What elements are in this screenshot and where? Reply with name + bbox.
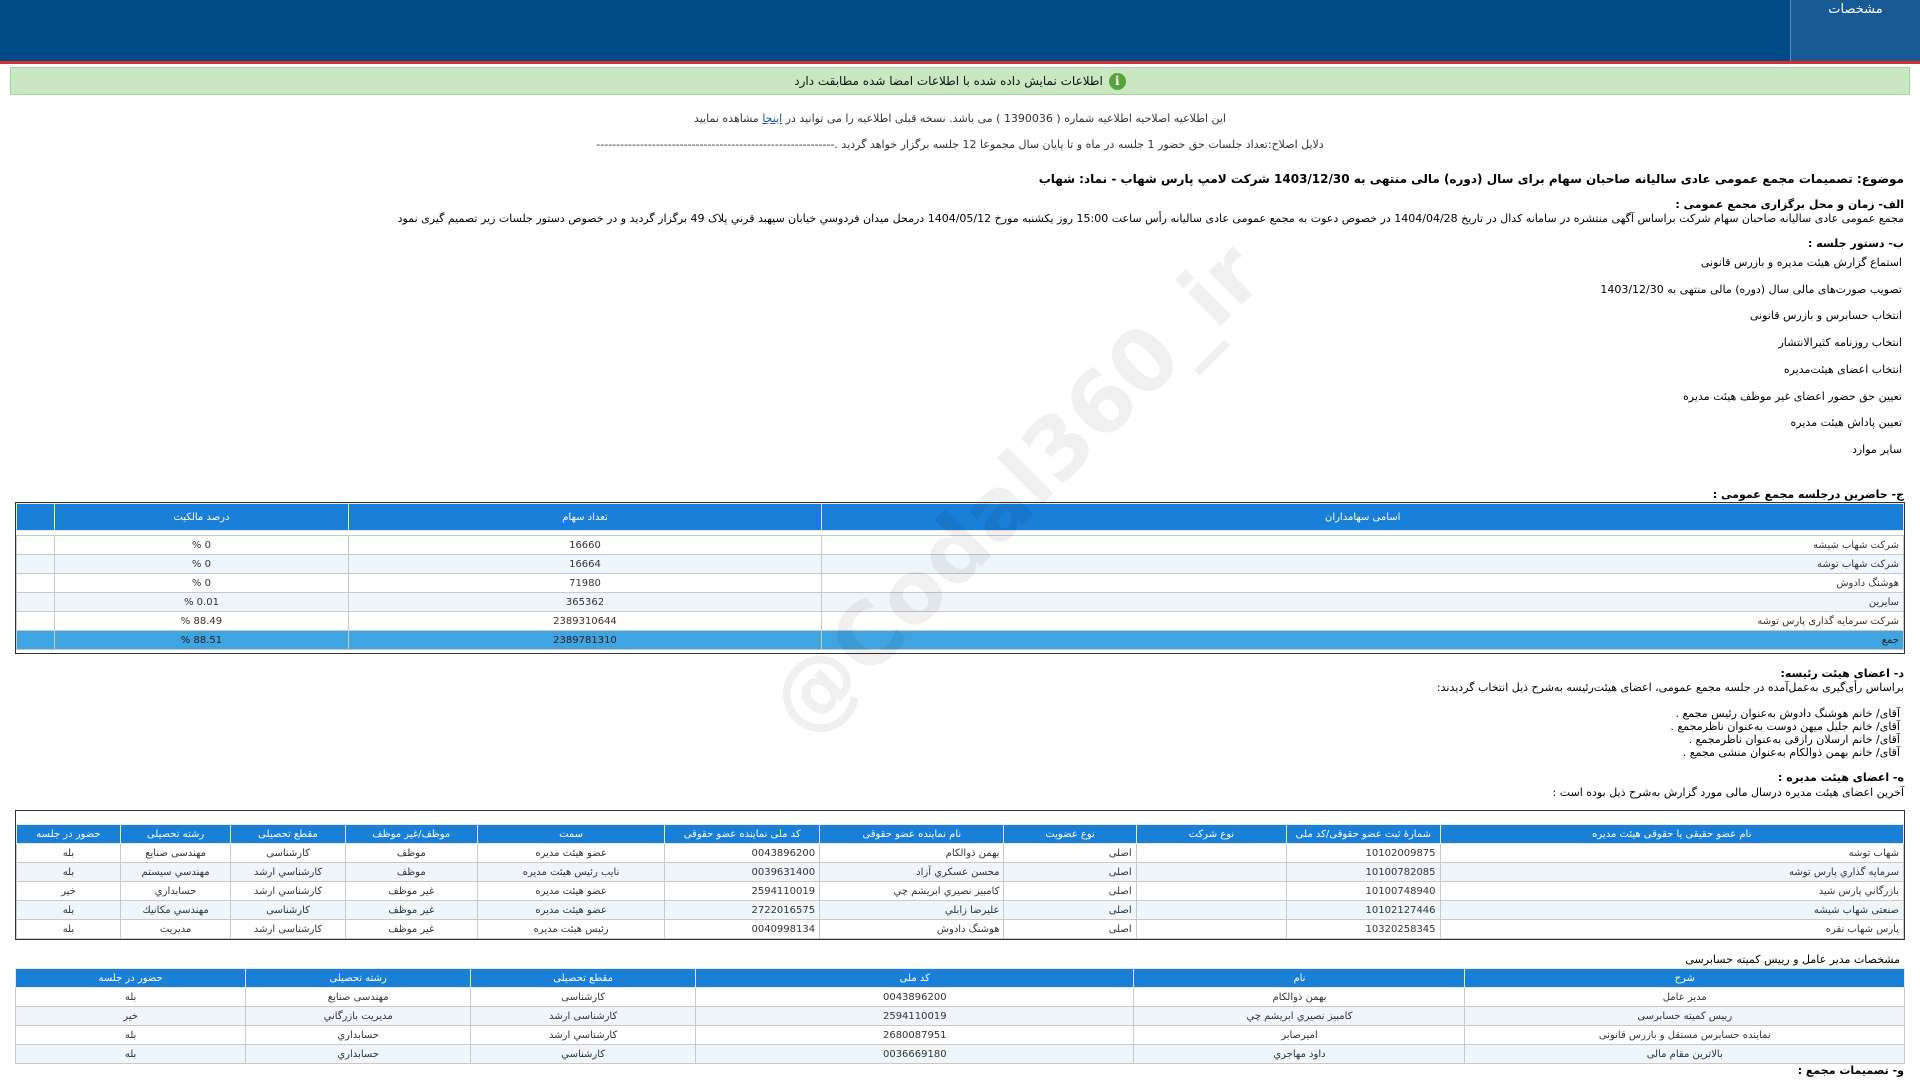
col-header: کد ملی xyxy=(696,969,1134,988)
presidium-line: آقای/ خانم هوشنگ دادوش به‌عنوان رئیس مجمع . xyxy=(1675,707,1900,720)
education-field: مديريت بازرگاني xyxy=(246,1007,471,1026)
tab-specifications[interactable]: مشخصات xyxy=(1790,0,1920,61)
company-type xyxy=(1136,901,1287,920)
presidium-line: آقای/ خانم جلیل میهن دوست به‌عنوان ناظرمجمع . xyxy=(1670,720,1900,733)
table-row xyxy=(17,574,1904,593)
position: عضو هیئت مدیره xyxy=(477,844,664,863)
col-header-blank xyxy=(17,504,55,531)
position: نايب رئيس هيئت مديره xyxy=(477,863,664,882)
representative-id: 0040998134 xyxy=(665,920,820,939)
national-id: 2680087951 xyxy=(696,1026,1134,1045)
attendance: بله xyxy=(17,844,121,863)
shareholders-table xyxy=(15,502,1905,654)
ownership-percent: 0 % xyxy=(55,574,348,593)
representative-name: محسن عسكري آزاد xyxy=(820,863,1004,882)
ownership-percent: 0.01 % xyxy=(55,593,348,612)
watermark-text: @Codal360_ir xyxy=(750,224,1282,756)
col-header-shareholder-names: اسامی سهامداران xyxy=(822,504,1904,531)
total-row xyxy=(17,631,1904,650)
col-header: مقطع تحصیلی xyxy=(231,825,345,844)
education-field: مهندسي مكانيك xyxy=(120,901,231,920)
person-name: داود مهاجري xyxy=(1134,1045,1465,1064)
representative-id: 0039631400 xyxy=(665,863,820,882)
education-level: کارشناسی xyxy=(231,901,345,920)
member-name: سرمايه گذاري پارس توشه xyxy=(1440,863,1903,882)
agenda-item: تعیین پاداش هیئت مدیره xyxy=(1790,416,1902,429)
correction-notice xyxy=(0,112,1920,125)
agenda-item: سایر موارد xyxy=(1851,443,1902,456)
education-level: کارشناسی ارشد xyxy=(231,920,345,939)
section-e-intro: آخرین اعضای هیئت مدیره درسال مالی مورد گزارش به‌شرح ذیل بوده است : xyxy=(1552,786,1904,799)
subject-title: موضوع: تصمیمات مجمع عمومی عادی سالیانه صاحبان سهام برای سال (دوره) مالی منتهی به 1403/12/30 شرکت لامپ پارس شهاب - نماد: شهاب xyxy=(1038,172,1904,186)
representative-name: بهمن ذوالکام xyxy=(820,844,1004,863)
duty-status: غیر موظف xyxy=(345,920,477,939)
education-field: مهندسی صنایع xyxy=(120,844,231,863)
national-id: 0036669180 xyxy=(696,1045,1134,1064)
section-d-title: د- اعضای هیئت رئیسه: xyxy=(1780,667,1904,680)
col-header: موظف/غیر موظف xyxy=(345,825,477,844)
membership-type: اصلی xyxy=(1004,863,1136,882)
attendance: بله xyxy=(17,920,121,939)
duty-status: موظف xyxy=(345,863,477,882)
education-field: حسابداري xyxy=(246,1045,471,1064)
shareholder-name: شرکت سرمایه گذاری پارس توشه xyxy=(822,612,1904,631)
section-c-title: ج- حاضرین درجلسه مجمع عمومی : xyxy=(1712,488,1904,501)
table-row xyxy=(17,844,1904,863)
person-name: اميرصابر xyxy=(1134,1026,1465,1045)
table-row xyxy=(16,1045,1905,1064)
member-name: شهاب توشه xyxy=(1440,844,1903,863)
registration-id: 10100782085 xyxy=(1287,863,1440,882)
membership-type: اصلی xyxy=(1004,901,1136,920)
ownership-percent: 0 % xyxy=(55,536,348,555)
table-row xyxy=(16,1026,1905,1045)
agenda-item: انتخاب روزنامه کثیرالانتشار xyxy=(1778,336,1902,349)
representative-name: عليرضا زابلي xyxy=(820,901,1004,920)
total-label: جمع xyxy=(822,631,1904,650)
shareholder-name: سایرین xyxy=(822,593,1904,612)
col-header: سمت xyxy=(477,825,664,844)
col-header: نوع شرکت xyxy=(1136,825,1287,844)
company-type xyxy=(1136,863,1287,882)
national-id: 2594110019 xyxy=(696,1007,1134,1026)
correction-text-suffix: مشاهده نمایید xyxy=(693,112,759,125)
table-row xyxy=(17,920,1904,939)
role: رییس کمیته حسابرسی xyxy=(1465,1007,1905,1026)
section-b-title: ب- دستور جلسه : xyxy=(1808,237,1904,250)
table-row xyxy=(16,1007,1905,1026)
company-type xyxy=(1136,882,1287,901)
representative-id: 2594110019 xyxy=(665,882,820,901)
registration-id: 10102009875 xyxy=(1287,844,1440,863)
board-members-table xyxy=(15,810,1905,940)
share-count: 16660 xyxy=(348,536,822,555)
national-id: 0043896200 xyxy=(696,988,1134,1007)
table-row xyxy=(17,882,1904,901)
section-f-title: و- تصمیمات مجمع : xyxy=(1797,1064,1904,1077)
membership-type: اصلی xyxy=(1004,920,1136,939)
agenda-item: تعیین حق حضور اعضای غیر موظف هیئت مدیره xyxy=(1683,390,1902,403)
presidium-line: آقای/ خانم بهمن ذوالکام به‌عنوان منشی مجمع . xyxy=(1682,746,1900,759)
col-header-ownership-percent: درصد مالکیت xyxy=(55,504,348,531)
education-field: مدیریت xyxy=(120,920,231,939)
total-ownership-percent: 88.51 % xyxy=(55,631,348,650)
agenda-item: انتخاب اعضای هیئت‌مدیره xyxy=(1783,363,1902,376)
representative-name: هوشنگ دادوش xyxy=(820,920,1004,939)
representative-id: 0043896200 xyxy=(665,844,820,863)
col-header: رشته تحصیلی xyxy=(120,825,231,844)
attendance: خير xyxy=(17,882,121,901)
shareholder-name: شرکت شهاب توشه xyxy=(822,555,1904,574)
table-row xyxy=(17,612,1904,631)
share-count: 71980 xyxy=(348,574,822,593)
correction-text: این اطلاعیه اصلاحیه اطلاعیه شماره ( 1390036 ) می باشد. نسخه قبلی اطلاعیه را می توانید در xyxy=(785,112,1226,125)
col-header: رشته تحصیلی xyxy=(246,969,471,988)
col-header: شرح xyxy=(1465,969,1905,988)
agenda-item: تصویب صورت‌های مالی سال (دوره) مالی منتهی به 1403/12/30 xyxy=(1600,283,1902,296)
shareholder-name: هوشنگ دادوش xyxy=(822,574,1904,593)
ownership-percent: 0 % xyxy=(55,555,348,574)
col-header-share-count: تعداد سهام xyxy=(348,504,822,531)
blank-cell xyxy=(17,631,55,650)
blank-cell xyxy=(17,593,55,612)
education-field: مهندسی صنایع xyxy=(246,988,471,1007)
agenda-item: استماع گزارش هیئت مدیره و بازرس قانونی xyxy=(1700,256,1902,269)
share-count: 16664 xyxy=(348,555,822,574)
col-header: نام نماینده عضو حقوقی xyxy=(820,825,1004,844)
blank-cell xyxy=(17,555,55,574)
education-field: حسابداري xyxy=(120,882,231,901)
blank-cell xyxy=(17,574,55,593)
person-name: كامبيز نصيري ابريشم چي xyxy=(1134,1007,1465,1026)
position: عضو هیئت مدیره xyxy=(477,882,664,901)
duty-status: غیر موظف xyxy=(345,882,477,901)
education-level: کارشناسی xyxy=(231,844,345,863)
member-name: پارس شهاب نقره xyxy=(1440,920,1903,939)
duty-status: موظف xyxy=(345,844,477,863)
table-row xyxy=(17,555,1904,574)
col-header: نام xyxy=(1134,969,1465,988)
table-row xyxy=(17,536,1904,555)
verification-text: اطلاعات نمایش داده شده با اطلاعات امضا شده مطابقت دارد xyxy=(794,74,1103,88)
total-share-count: 2389781310 xyxy=(348,631,822,650)
share-count: 365362 xyxy=(348,593,822,612)
role: بالاترین مقام مالی xyxy=(1465,1045,1905,1064)
section-a-title: الف- زمان و محل برگزاری مجمع عمومی : xyxy=(1675,198,1904,211)
attendance: بله xyxy=(16,988,246,1007)
registration-id: 10102127446 xyxy=(1287,901,1440,920)
company-type xyxy=(1136,844,1287,863)
representative-id: 2722016575 xyxy=(665,901,820,920)
agenda-item: انتخاب حسابرس و بازرس قانونی xyxy=(1749,309,1902,322)
col-header: نوع عضویت xyxy=(1004,825,1136,844)
education-level: كارشناسي ارشد xyxy=(231,863,345,882)
col-header: حضور در جلسه xyxy=(16,969,246,988)
role: نماینده حسابرس مستقل و بازرس قانونی xyxy=(1465,1026,1905,1045)
member-name: صنعتی شهاب شیشه xyxy=(1440,901,1903,920)
position: عضو هیئت مدیره xyxy=(477,901,664,920)
education-level: كارشناسي ارشد xyxy=(471,1026,696,1045)
duty-status: غیر موظف xyxy=(345,901,477,920)
member-name: بازرگاني پارس شيد xyxy=(1440,882,1903,901)
education-level: كارشناسي xyxy=(471,1045,696,1064)
attendance: بله xyxy=(17,901,121,920)
col-header: حضور در جلسه xyxy=(17,825,121,844)
education-level: کارشناسی ارشد xyxy=(471,1007,696,1026)
table-row xyxy=(17,863,1904,882)
table-row xyxy=(16,988,1905,1007)
shareholder-name: شرکت شهاب شیشه xyxy=(822,536,1904,555)
person-name: بهمن ذوالکام xyxy=(1134,988,1465,1007)
ceo-section-title: مشخصات مدیر عامل و رییس کمیته حسابرسی xyxy=(1685,953,1900,966)
col-header: شمارۀ ثبت عضو حقوقی/کد ملی xyxy=(1287,825,1440,844)
ownership-percent: 88.49 % xyxy=(55,612,348,631)
representative-name: كامبيز نصيري ابريشم چي xyxy=(820,882,1004,901)
education-level: كارشناسي ارشد xyxy=(231,882,345,901)
info-check-icon: i xyxy=(1109,73,1126,90)
presidium-line: آقای/ خانم ارسلان رازقی به‌عنوان ناظرمجمع . xyxy=(1688,733,1900,746)
share-count: 2389310644 xyxy=(348,612,822,631)
col-header: نام عضو حقیقی یا حقوقی هیئت مدیره xyxy=(1440,825,1903,844)
verification-banner xyxy=(10,67,1910,95)
attendance: خير xyxy=(16,1007,246,1026)
education-level: کارشناسی xyxy=(471,988,696,1007)
membership-type: اصلی xyxy=(1004,882,1136,901)
attendance: بله xyxy=(16,1026,246,1045)
registration-id: 10100748940 xyxy=(1287,882,1440,901)
col-header: مقطع تحصیلی xyxy=(471,969,696,988)
attendance: بله xyxy=(16,1045,246,1064)
membership-type: اصلی xyxy=(1004,844,1136,863)
registration-id: 10320258345 xyxy=(1287,920,1440,939)
table-row xyxy=(17,593,1904,612)
previous-version-link[interactable]: اینجا xyxy=(762,112,783,125)
company-type xyxy=(1136,920,1287,939)
education-field: مهندسي سيستم xyxy=(120,863,231,882)
correction-reason: دلایل اصلاح:تعداد جلسات حق حضور 1 جلسه در ماه و تا پایان سال مجموعا 12 جلسه برگزار خواهد گردید .------------------------------------------------------------ xyxy=(596,138,1324,151)
role: مدیر عامل xyxy=(1465,988,1905,1007)
top-header-bar xyxy=(0,0,1920,64)
section-a-body: مجمع عمومی عادی سالیانه صاحبان سهام شرکت براساس آگهی منتشره در سامانه کدال در تاریخ 1404/04/28 در خصوص دعوت به مجمع عمومی عادی سالیانه رأس ساعت 15:00 روز یکشنبه مورخ 1404/05/12 درمحل میدان فردوسي خيابان سپهبد قرني پلاک 49 برگزار گردید و در خصوص دستور جلسات زیر تصمیم گیری نمود xyxy=(397,212,1904,225)
col-header: کد ملی نماینده عضو حقوقی xyxy=(665,825,820,844)
table-row xyxy=(17,901,1904,920)
blank-cell xyxy=(17,536,55,555)
attendance: بله xyxy=(17,863,121,882)
education-field: حسابداري xyxy=(246,1026,471,1045)
section-d-intro: براساس رأی‌گیری به‌عمل‌آمده در جلسه مجمع عمومی، اعضای هیئت‌رئیسه به‌شرح ذیل انتخاب گردیدند: xyxy=(1436,681,1904,694)
position: رئیس هیئت مدیره xyxy=(477,920,664,939)
section-e-title: ه- اعضای هیئت مدیره : xyxy=(1778,771,1904,784)
blank-cell xyxy=(17,612,55,631)
ceo-table xyxy=(15,968,1905,1064)
